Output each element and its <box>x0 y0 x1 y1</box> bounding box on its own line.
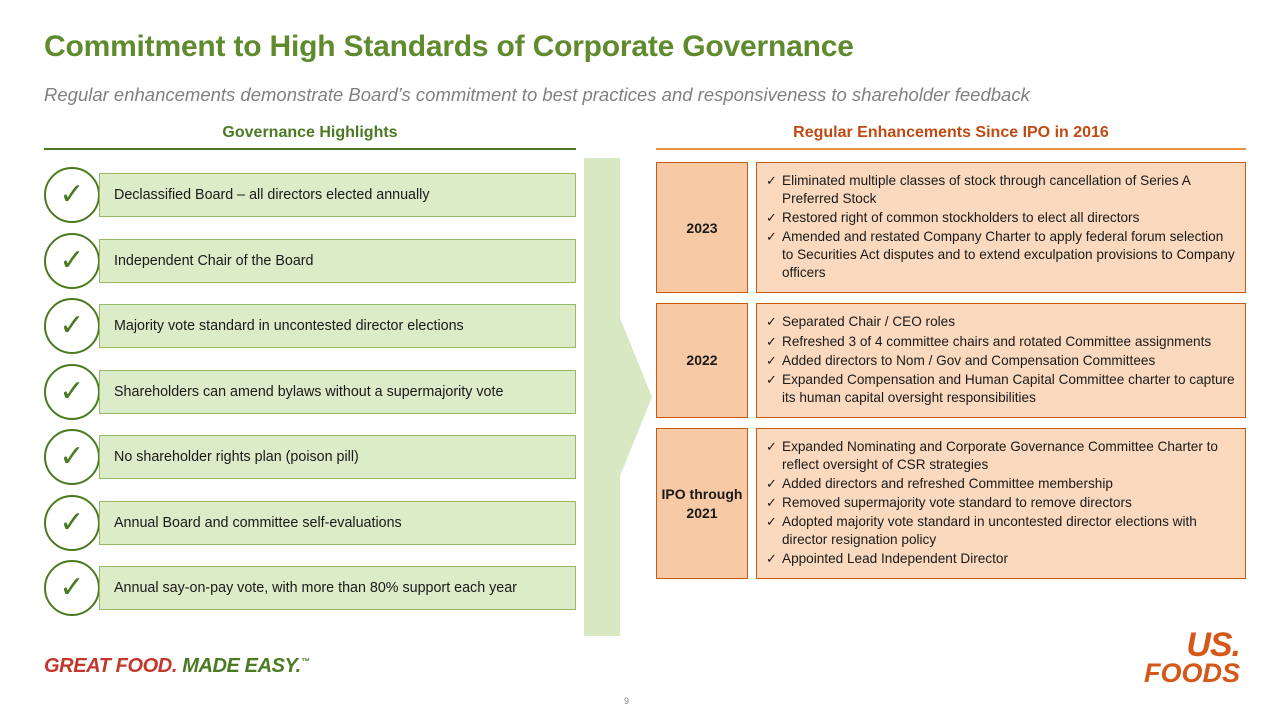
highlight-text: Declassified Board – all directors elected annually <box>99 173 576 217</box>
check-icon: ✓ <box>44 560 100 616</box>
highlight-text: Shareholders can amend bylaws without a supermajority vote <box>99 370 576 414</box>
right-arrow-icon <box>584 158 652 636</box>
list-item <box>766 172 1235 208</box>
check-icon: ✓ <box>44 429 100 485</box>
list-item <box>766 333 1235 351</box>
page-subtitle: Regular enhancements demonstrate Board’s commitment to best practices and responsiveness to shareholder feedback <box>44 84 1030 105</box>
check-icon: ✓ <box>766 551 777 567</box>
check-icon: ✓ <box>766 229 777 245</box>
check-icon: ✓ <box>44 364 100 420</box>
list-item <box>44 492 576 558</box>
tagline-part-green: MADE EASY. <box>182 655 301 677</box>
enhancement-text: Appointed Lead Independent Director <box>782 551 1008 567</box>
enhancement-text: Expanded Nominating and Corporate Governance Committee Charter to reflect oversight of CSR strategies <box>782 438 1218 472</box>
list-item <box>44 426 576 492</box>
list-item <box>766 475 1235 493</box>
list-item <box>766 313 1235 331</box>
highlight-text: Annual Board and committee self-evaluations <box>99 501 576 545</box>
heading-divider-left <box>44 148 576 150</box>
brand-tagline <box>44 655 309 678</box>
us-foods-logo <box>1143 626 1240 689</box>
list-item <box>44 361 576 427</box>
check-icon: ✓ <box>44 167 100 223</box>
check-icon: ✓ <box>766 333 777 349</box>
table-row <box>656 303 1246 417</box>
check-icon: ✓ <box>766 314 777 330</box>
table-row <box>656 162 1246 293</box>
year-label: 2022 <box>656 303 748 417</box>
logo-line-2: FOODS <box>1143 658 1240 689</box>
list-item <box>766 371 1235 407</box>
page-number: 9 <box>624 696 630 706</box>
list-item <box>766 438 1235 474</box>
trademark-symbol: ™ <box>300 656 310 667</box>
governance-highlights-heading: Governance Highlights <box>222 124 398 141</box>
regular-enhancements-heading: Regular Enhancements Since IPO in 2016 <box>793 124 1109 141</box>
check-icon: ✓ <box>44 298 100 354</box>
list-item <box>766 209 1235 227</box>
highlight-text: Independent Chair of the Board <box>99 239 576 283</box>
enhancement-text: Removed supermajority vote standard to remove directors <box>782 495 1132 511</box>
list-item <box>766 550 1235 568</box>
check-icon: ✓ <box>766 495 777 511</box>
enhancement-text: Expanded Compensation and Human Capital Committee charter to capture its human capital oversight responsibilities <box>782 371 1235 405</box>
enhancement-text: Refreshed 3 of 4 committee chairs and rotated Committee assignments <box>782 333 1212 349</box>
highlight-text: Annual say-on-pay vote, with more than 80% support each year <box>99 566 576 610</box>
check-icon: ✓ <box>766 352 777 368</box>
list-item <box>766 513 1235 549</box>
enhancement-text: Adopted majority vote standard in uncontested director elections with director resignation policy <box>782 514 1197 548</box>
list-item <box>766 494 1235 512</box>
list-item <box>766 228 1235 282</box>
enhancement-text: Added directors and refreshed Committee membership <box>782 476 1113 492</box>
check-icon: ✓ <box>766 438 777 454</box>
heading-divider-right <box>656 148 1246 150</box>
page-title: Commitment to High Standards of Corporate Governance <box>44 30 854 63</box>
list-item <box>766 352 1235 370</box>
list-item <box>44 557 576 623</box>
enhancement-list <box>756 303 1246 417</box>
table-row <box>656 428 1246 580</box>
check-icon: ✓ <box>44 233 100 289</box>
regular-enhancements-panel <box>656 124 1246 589</box>
year-label: IPO through 2021 <box>656 428 748 580</box>
highlight-text: No shareholder rights plan (poison pill) <box>99 435 576 479</box>
governance-highlights-panel <box>44 124 576 623</box>
tagline-part-red: GREAT FOOD. <box>44 655 178 677</box>
check-icon: ✓ <box>766 371 777 387</box>
check-icon: ✓ <box>766 173 777 188</box>
check-icon: ✓ <box>766 476 777 492</box>
check-icon: ✓ <box>766 514 777 530</box>
enhancement-text: Separated Chair / CEO roles <box>782 314 956 330</box>
enhancement-list <box>756 162 1246 293</box>
check-icon: ✓ <box>766 210 777 226</box>
enhancement-text: Added directors to Nom / Gov and Compensation Committees <box>782 352 1156 368</box>
enhancement-list <box>756 428 1246 580</box>
list-item <box>44 295 576 361</box>
check-icon: ✓ <box>44 495 100 551</box>
year-label: 2023 <box>656 162 748 293</box>
highlight-text: Majority vote standard in uncontested director elections <box>99 304 576 348</box>
logo-line-1: US. <box>1186 626 1240 664</box>
enhancement-text: Amended and restated Company Charter to apply federal forum selection to Securities Act disputes and to extend exculpation provisions to Company officers <box>782 229 1235 281</box>
enhancement-text: Restored right of common stockholders to elect all directors <box>782 210 1140 226</box>
list-item <box>44 164 576 230</box>
enhancement-text: Eliminated multiple classes of stock through cancellation of Series A Preferred Stock <box>782 173 1191 207</box>
list-item <box>44 230 576 296</box>
